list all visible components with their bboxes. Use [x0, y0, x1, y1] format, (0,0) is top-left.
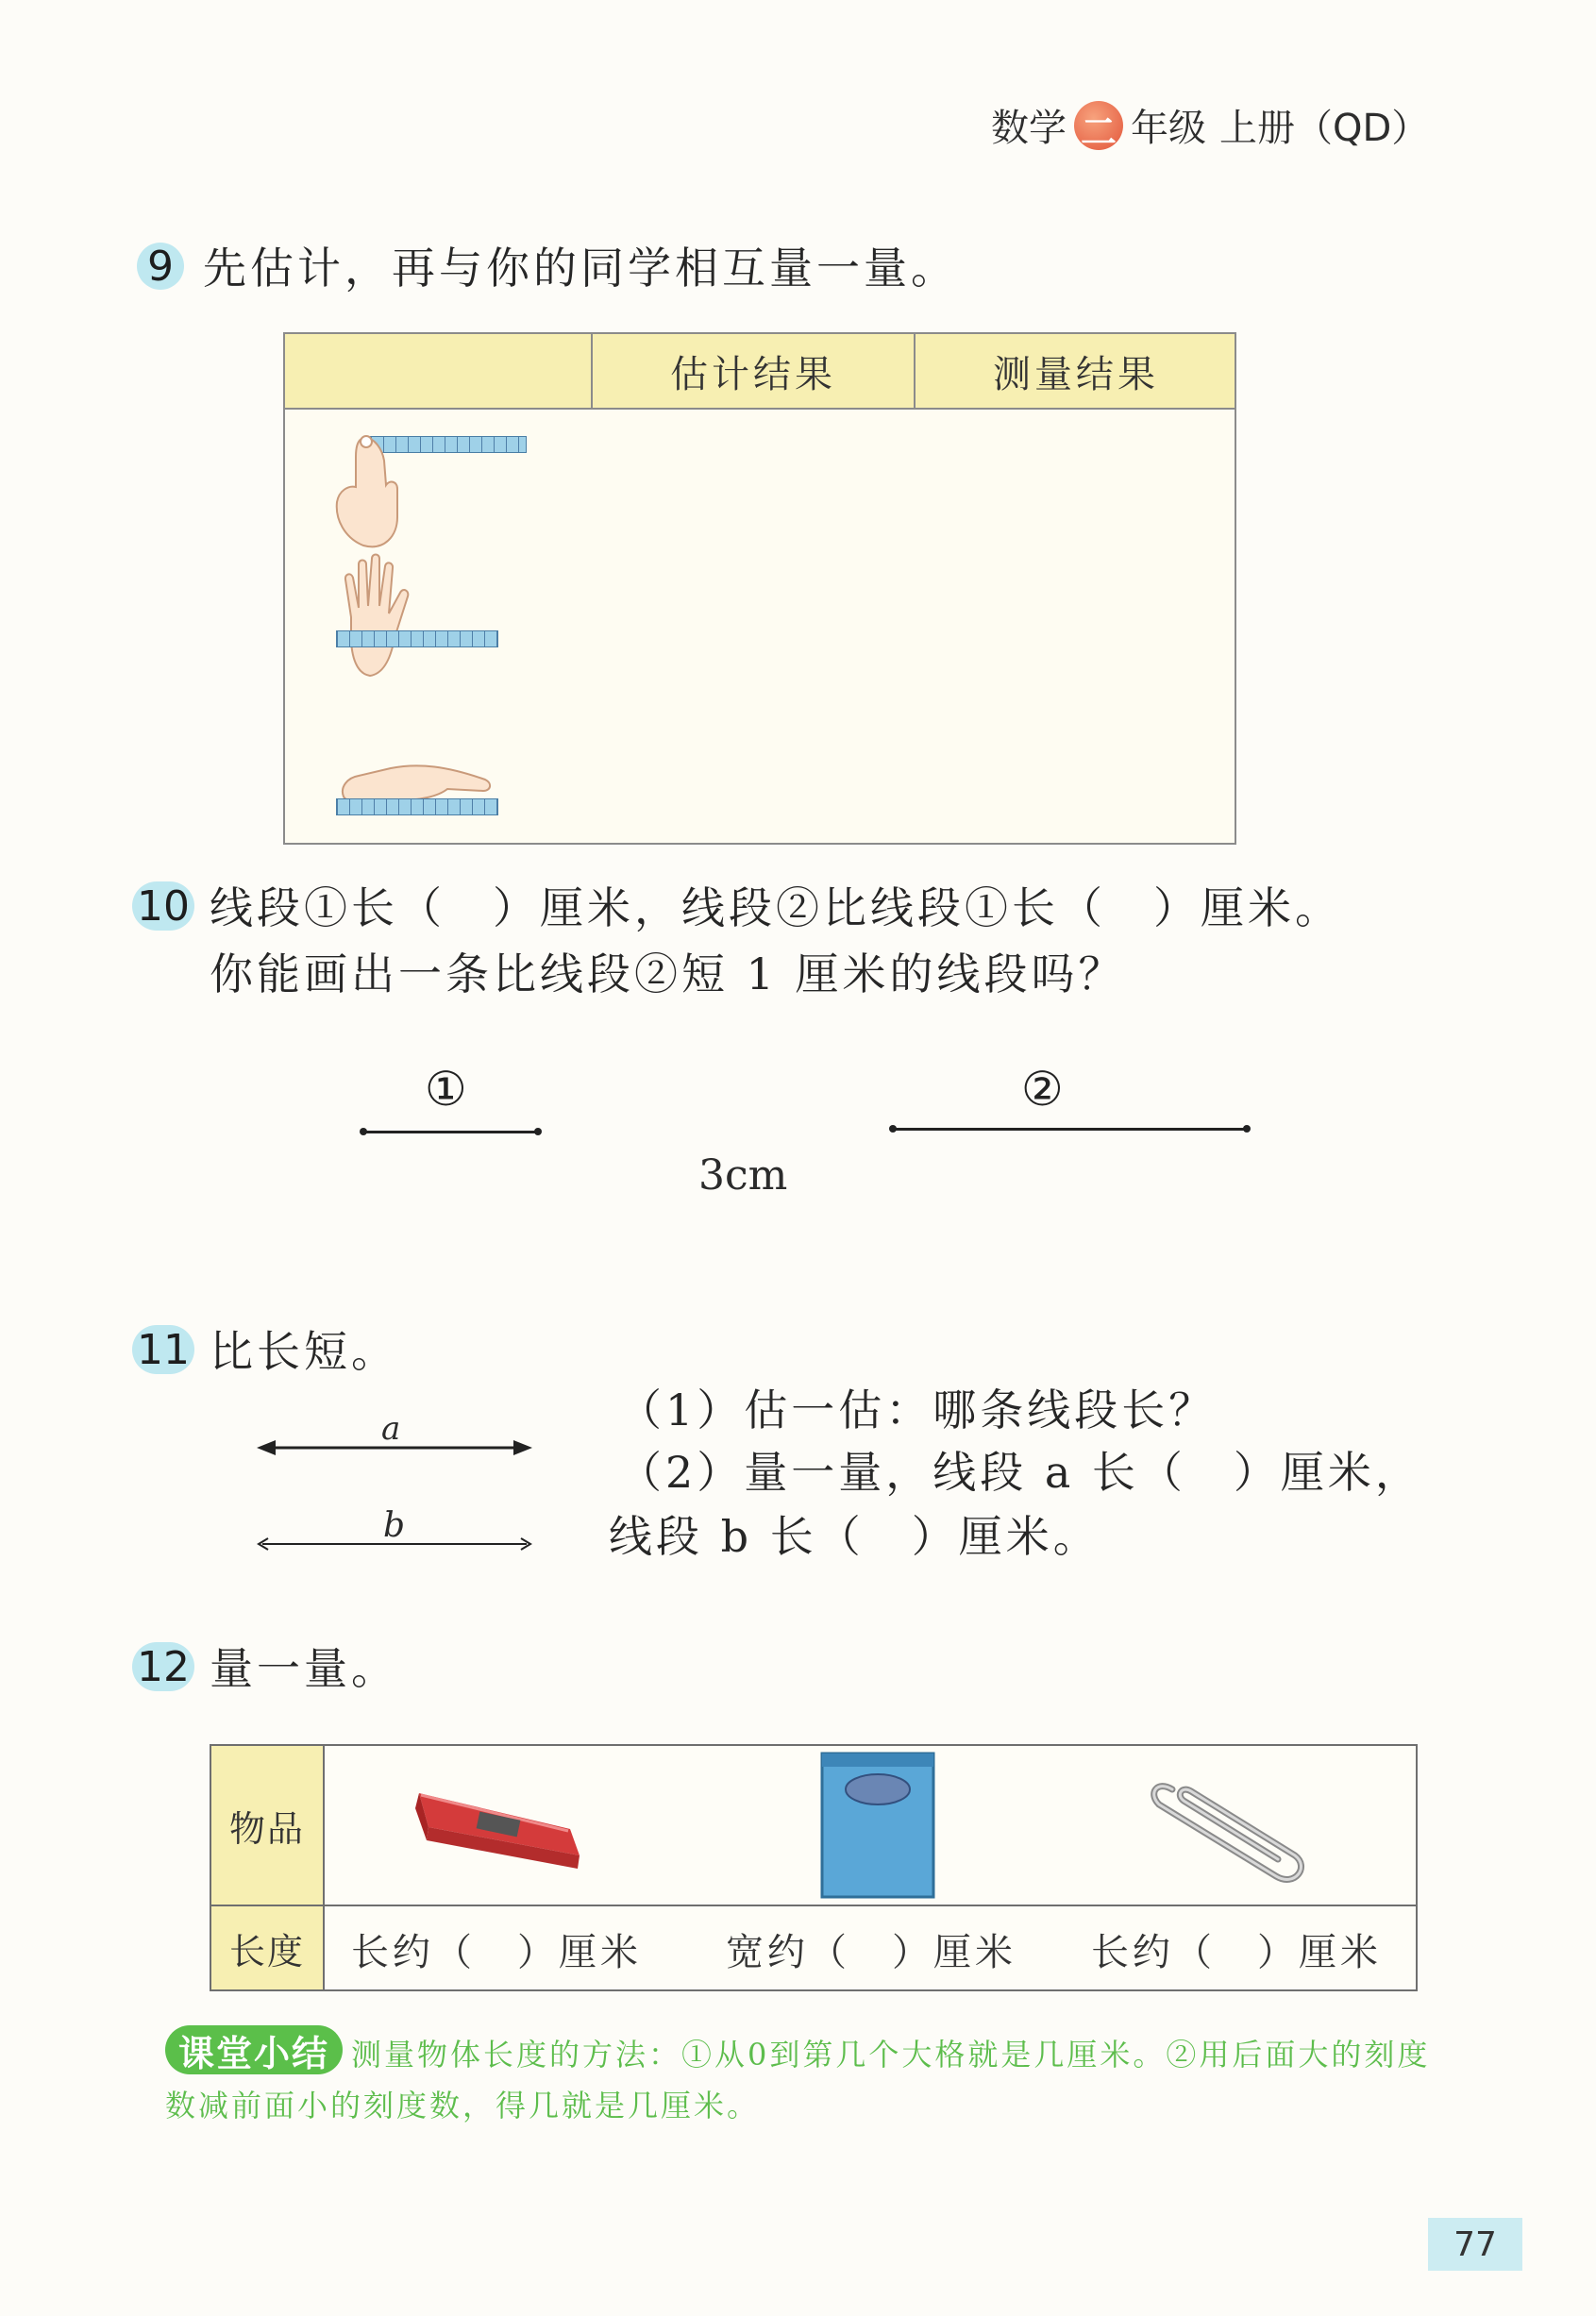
segment-2 — [893, 1128, 1247, 1131]
ruler-icon — [336, 630, 498, 647]
q12-text: 量一量。 — [210, 1643, 398, 1694]
grade-circle-icon — [1074, 101, 1123, 153]
q12-table — [210, 1744, 1418, 1991]
q11-sub2: （2）量一量，线段 a 长（ ）厘米， — [618, 1447, 1422, 1498]
segment-a-label: a — [381, 1410, 401, 1448]
q9-text: 先估计，再与你的同学相互量一量。 — [203, 243, 958, 294]
book-width: 宽约（ ）厘米 — [726, 1930, 1016, 1974]
q11-text: 比长短。 — [210, 1326, 398, 1377]
q12-row-length-label: 长度 — [228, 1930, 305, 1972]
q11-sub3: 线段 b 长（ ）厘米。 — [609, 1511, 1100, 1562]
header-volume: 上册（QD） — [1219, 107, 1430, 150]
q11-number: 11 — [132, 1323, 194, 1376]
q12-number: 12 — [132, 1640, 194, 1693]
paperclip-length: 长约（ ）厘米 — [1091, 1930, 1382, 1974]
segment-b-label: b — [383, 1506, 406, 1545]
paperclip-icon — [1144, 1765, 1314, 1888]
q12-row-item-label: 物品 — [228, 1807, 305, 1850]
palm-span-icon — [332, 551, 417, 683]
grade-glyph: 二 — [1080, 110, 1117, 153]
summary-line2: 数减前面小的刻度数，得几就是几厘米。 — [165, 2088, 761, 2123]
ruler-icon — [336, 798, 498, 815]
q10-line2: 你能画出一条比线段②短 1 厘米的线段吗？ — [210, 948, 1126, 999]
segment-2-label: ② — [1021, 1062, 1064, 1116]
finger-span-icon — [328, 432, 403, 551]
header-subject: 数学 — [991, 107, 1067, 150]
summary-badge: 课堂小结 — [165, 2025, 343, 2074]
summary-line1: 测量物体长度的方法：①从0到第几个大格就是几厘米。②用后面大的刻度 — [351, 2037, 1431, 2073]
q11-sub1: （1）估一估：哪条线段长？ — [618, 1385, 1217, 1435]
q9-col-estimate: 估计结果 — [670, 352, 836, 396]
segment-1-label: ① — [425, 1062, 467, 1116]
q10-number: 10 — [132, 880, 194, 932]
pencil-case-icon — [400, 1774, 598, 1878]
q9-col-measure: 测量结果 — [993, 352, 1159, 396]
q10-line1: 线段①长（ ）厘米，线段②比线段①长（ ）厘米。 — [210, 882, 1342, 933]
page-number: 77 — [1428, 2218, 1522, 2271]
q12-row-divider — [211, 1905, 1416, 1906]
segment-1 — [363, 1131, 538, 1133]
page-header — [991, 98, 1429, 152]
q9-table — [283, 332, 1236, 845]
pencil-case-length: 长约（ ）厘米 — [351, 1930, 642, 1974]
q9-number: 9 — [137, 240, 184, 293]
segment-1-length: 3cm — [698, 1151, 788, 1200]
header-grade: 年级 — [1131, 107, 1206, 150]
book-icon — [820, 1752, 937, 1901]
